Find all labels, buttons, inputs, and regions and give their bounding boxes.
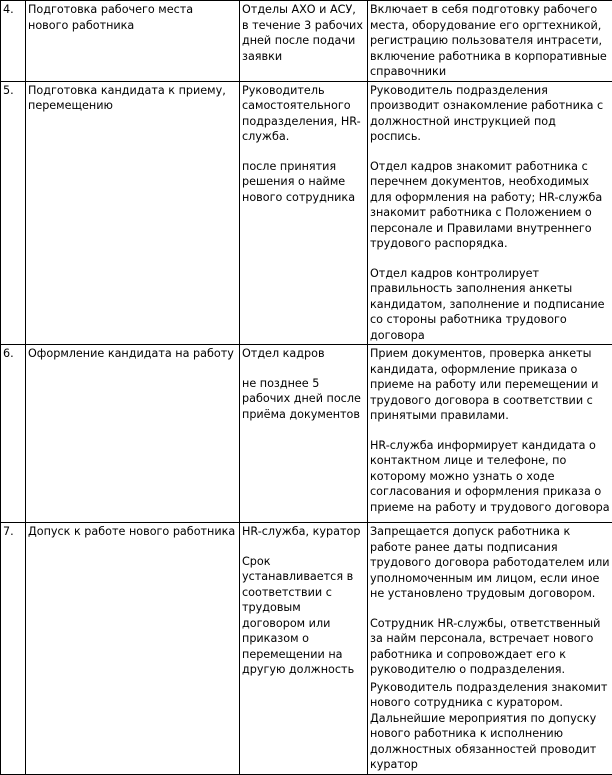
responsible-cell xyxy=(240,1,368,82)
description-text: Отдел кадров знакомит работника с перечнем документов, необходимых для оформления на работу; HR-служба знакомит работника с Положением о персонале и Правилами внутреннего трудового распорядка. xyxy=(370,159,610,252)
description-text: Руководитель подразделения знакомит нового сотрудника с куратором. Дальнейшие мероприятия по допуску нового работника к исполнению должностных обязанностей проводит куратор xyxy=(370,680,610,773)
description-cell xyxy=(368,345,612,523)
table-row xyxy=(1,523,612,775)
step-name: Подготовка рабочего места нового работника xyxy=(26,1,240,82)
description-cell xyxy=(368,81,612,345)
step-name: Оформление кандидата на работу xyxy=(26,345,240,523)
row-number: 4. xyxy=(1,1,26,82)
description-cell xyxy=(368,1,612,82)
description-text: Руководитель подразделения производит ознакомление работника с должностной инструкцией под роспись. xyxy=(370,83,610,145)
responsible-text: Руководитель самостоятельного подразделения, HR-служба. xyxy=(242,83,365,145)
row-number: 6. xyxy=(1,345,26,523)
responsible-deadline: после принятия решения о найме нового сотрудника xyxy=(242,159,365,206)
responsible-text: Отделы АХО и АСУ, в течение 3 рабочих дней после подачи заявки xyxy=(242,2,365,64)
responsible-text: HR-служба, куратор xyxy=(242,524,365,540)
description-cell xyxy=(368,523,612,775)
responsible-text: Отдел кадров xyxy=(242,346,365,362)
responsible-deadline: Срок устанавливается в соответствии с трудовым договором или приказом о перемещении на другую должность xyxy=(242,554,365,678)
responsible-deadline: не позднее 5 рабочих дней после приёма документов xyxy=(242,376,365,423)
description-text: Включает в себя подготовку рабочего места, оборудование его оргтехникой, регистрацию пользователя интрасети, включение работника в корпоративные справочники xyxy=(370,2,610,80)
step-name: Допуск к работе нового работника xyxy=(26,523,240,775)
step-name: Подготовка кандидата к приему, перемещению xyxy=(26,81,240,345)
description-text: Отдел кадров контролирует правильность заполнения анкеты кандидатом, заполнение и подписание со стороны работника трудового договора xyxy=(370,266,610,344)
row-number: 5. xyxy=(1,81,26,345)
table-row xyxy=(1,1,612,82)
description-text: Запрещается допуск работника к работе ранее даты подписания трудового договора работодателем или уполномоченным им лицом, если иное не установлено трудовым договором. xyxy=(370,524,610,602)
responsible-cell xyxy=(240,345,368,523)
description-text: Прием документов, проверка анкеты кандидата, оформление приказа о приеме на работу или перемещении и трудового договора в соответствии с принятыми правилами. xyxy=(370,346,610,424)
row-number: 7. xyxy=(1,523,26,775)
description-text: HR-служба информирует кандидата о контактном лице и телефоне, по которому можно узнать о ходе согласования и оформления приказа о приеме на работу и трудового договора xyxy=(370,438,610,516)
table-row xyxy=(1,345,612,523)
description-text: Сотрудник HR-службы, ответственный за найм персонала, встречает нового работника и сопровождает его к руководителю о подразделения. xyxy=(370,616,610,678)
table-row xyxy=(1,81,612,345)
responsible-cell xyxy=(240,523,368,775)
responsible-cell xyxy=(240,81,368,345)
